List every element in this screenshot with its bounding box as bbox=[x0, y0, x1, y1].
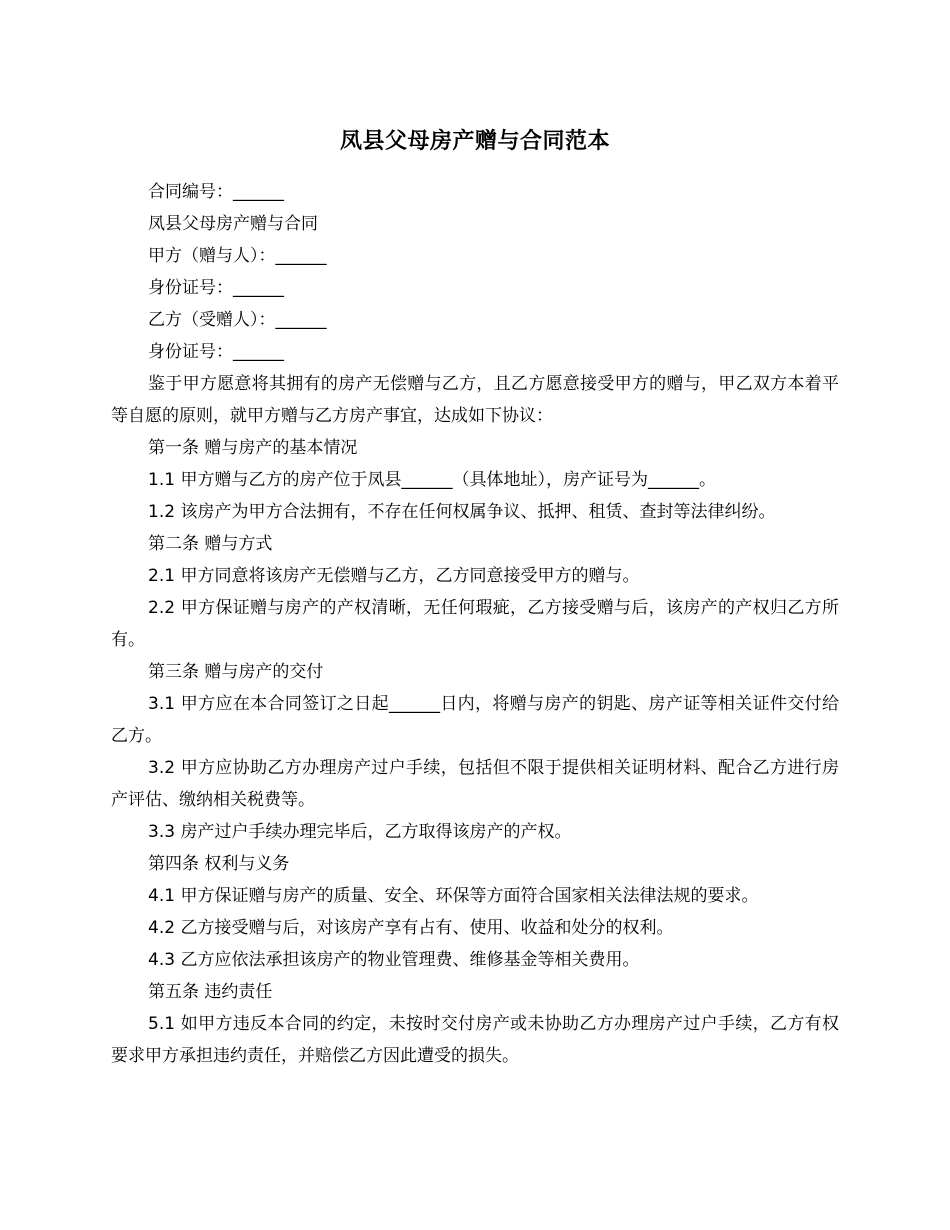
party-b-line: 乙方（受赠人）：______ bbox=[148, 310, 327, 330]
party-b-id-line: 身份证号：______ bbox=[148, 342, 284, 362]
clause-4-1: 4.1 甲方保证赠与房产的质量、安全、环保等方面符合国家相关法律法规的要求。 bbox=[148, 886, 759, 906]
clause-3-3: 3.3 房产过户手续办理完毕后，乙方取得该房产的产权。 bbox=[148, 822, 572, 842]
clause-2-1: 2.1 甲方同意将该房产无偿赠与乙方，乙方同意接受甲方的赠与。 bbox=[148, 566, 640, 586]
article-4-heading: 第四条 权利与义务 bbox=[148, 854, 290, 874]
clause-4-2: 4.2 乙方接受赠与后，对该房产享有占有、使用、收益和处分的权利。 bbox=[148, 918, 674, 938]
party-a-id-line: 身份证号：______ bbox=[148, 278, 284, 298]
article-1-heading: 第一条 赠与房产的基本情况 bbox=[148, 438, 358, 458]
party-a-line: 甲方（赠与人）：______ bbox=[148, 246, 327, 266]
preamble-paragraph: 鉴于甲方愿意将其拥有的房产无偿赠与乙方，且乙方愿意接受甲方的赠与，甲乙双方本着平等自愿的原则，就甲方赠与乙方房产事宜，达成如下协议： bbox=[111, 374, 839, 426]
clause-5-1: 5.1 如甲方违反本合同的约定，未按时交付房产或未协助乙方办理房产过户手续，乙方有权要求甲方承担违约责任，并赔偿乙方因此遭受的损失。 bbox=[111, 1014, 839, 1066]
clause-3-2: 3.2 甲方应协助乙方办理房产过户手续，包括但不限于提供相关证明材料、配合乙方进行房产评估、缴纳相关税费等。 bbox=[111, 758, 839, 810]
article-2-heading: 第二条 赠与方式 bbox=[148, 534, 273, 554]
document-page bbox=[111, 122, 839, 1072]
contract-name-line: 凤县父母房产赠与合同 bbox=[148, 214, 318, 234]
article-3-heading: 第三条 赠与房产的交付 bbox=[148, 662, 324, 682]
contract-number-line: 合同编号：______ bbox=[148, 182, 284, 202]
clause-3-1: 3.1 甲方应在本合同签订之日起______日内，将赠与房产的钥匙、房产证等相关证件交付给乙方。 bbox=[111, 694, 839, 746]
clause-4-3: 4.3 乙方应依法承担该房产的物业管理费、维修基金等相关费用。 bbox=[148, 950, 640, 970]
article-5-heading: 第五条 违约责任 bbox=[148, 982, 273, 1002]
document-title: 凤县父母房产赠与合同范本 bbox=[339, 129, 610, 154]
clause-1-2: 1.2 该房产为甲方合法拥有，不存在任何权属争议、抵押、租赁、查封等法律纠纷。 bbox=[148, 502, 776, 522]
clause-1-1: 1.1 甲方赠与乙方的房产位于凤县______（具体地址），房产证号为______。 bbox=[148, 470, 716, 490]
clause-2-2: 2.2 甲方保证赠与房产的产权清晰，无任何瑕疵，乙方接受赠与后，该房产的产权归乙方所有。 bbox=[111, 598, 839, 650]
